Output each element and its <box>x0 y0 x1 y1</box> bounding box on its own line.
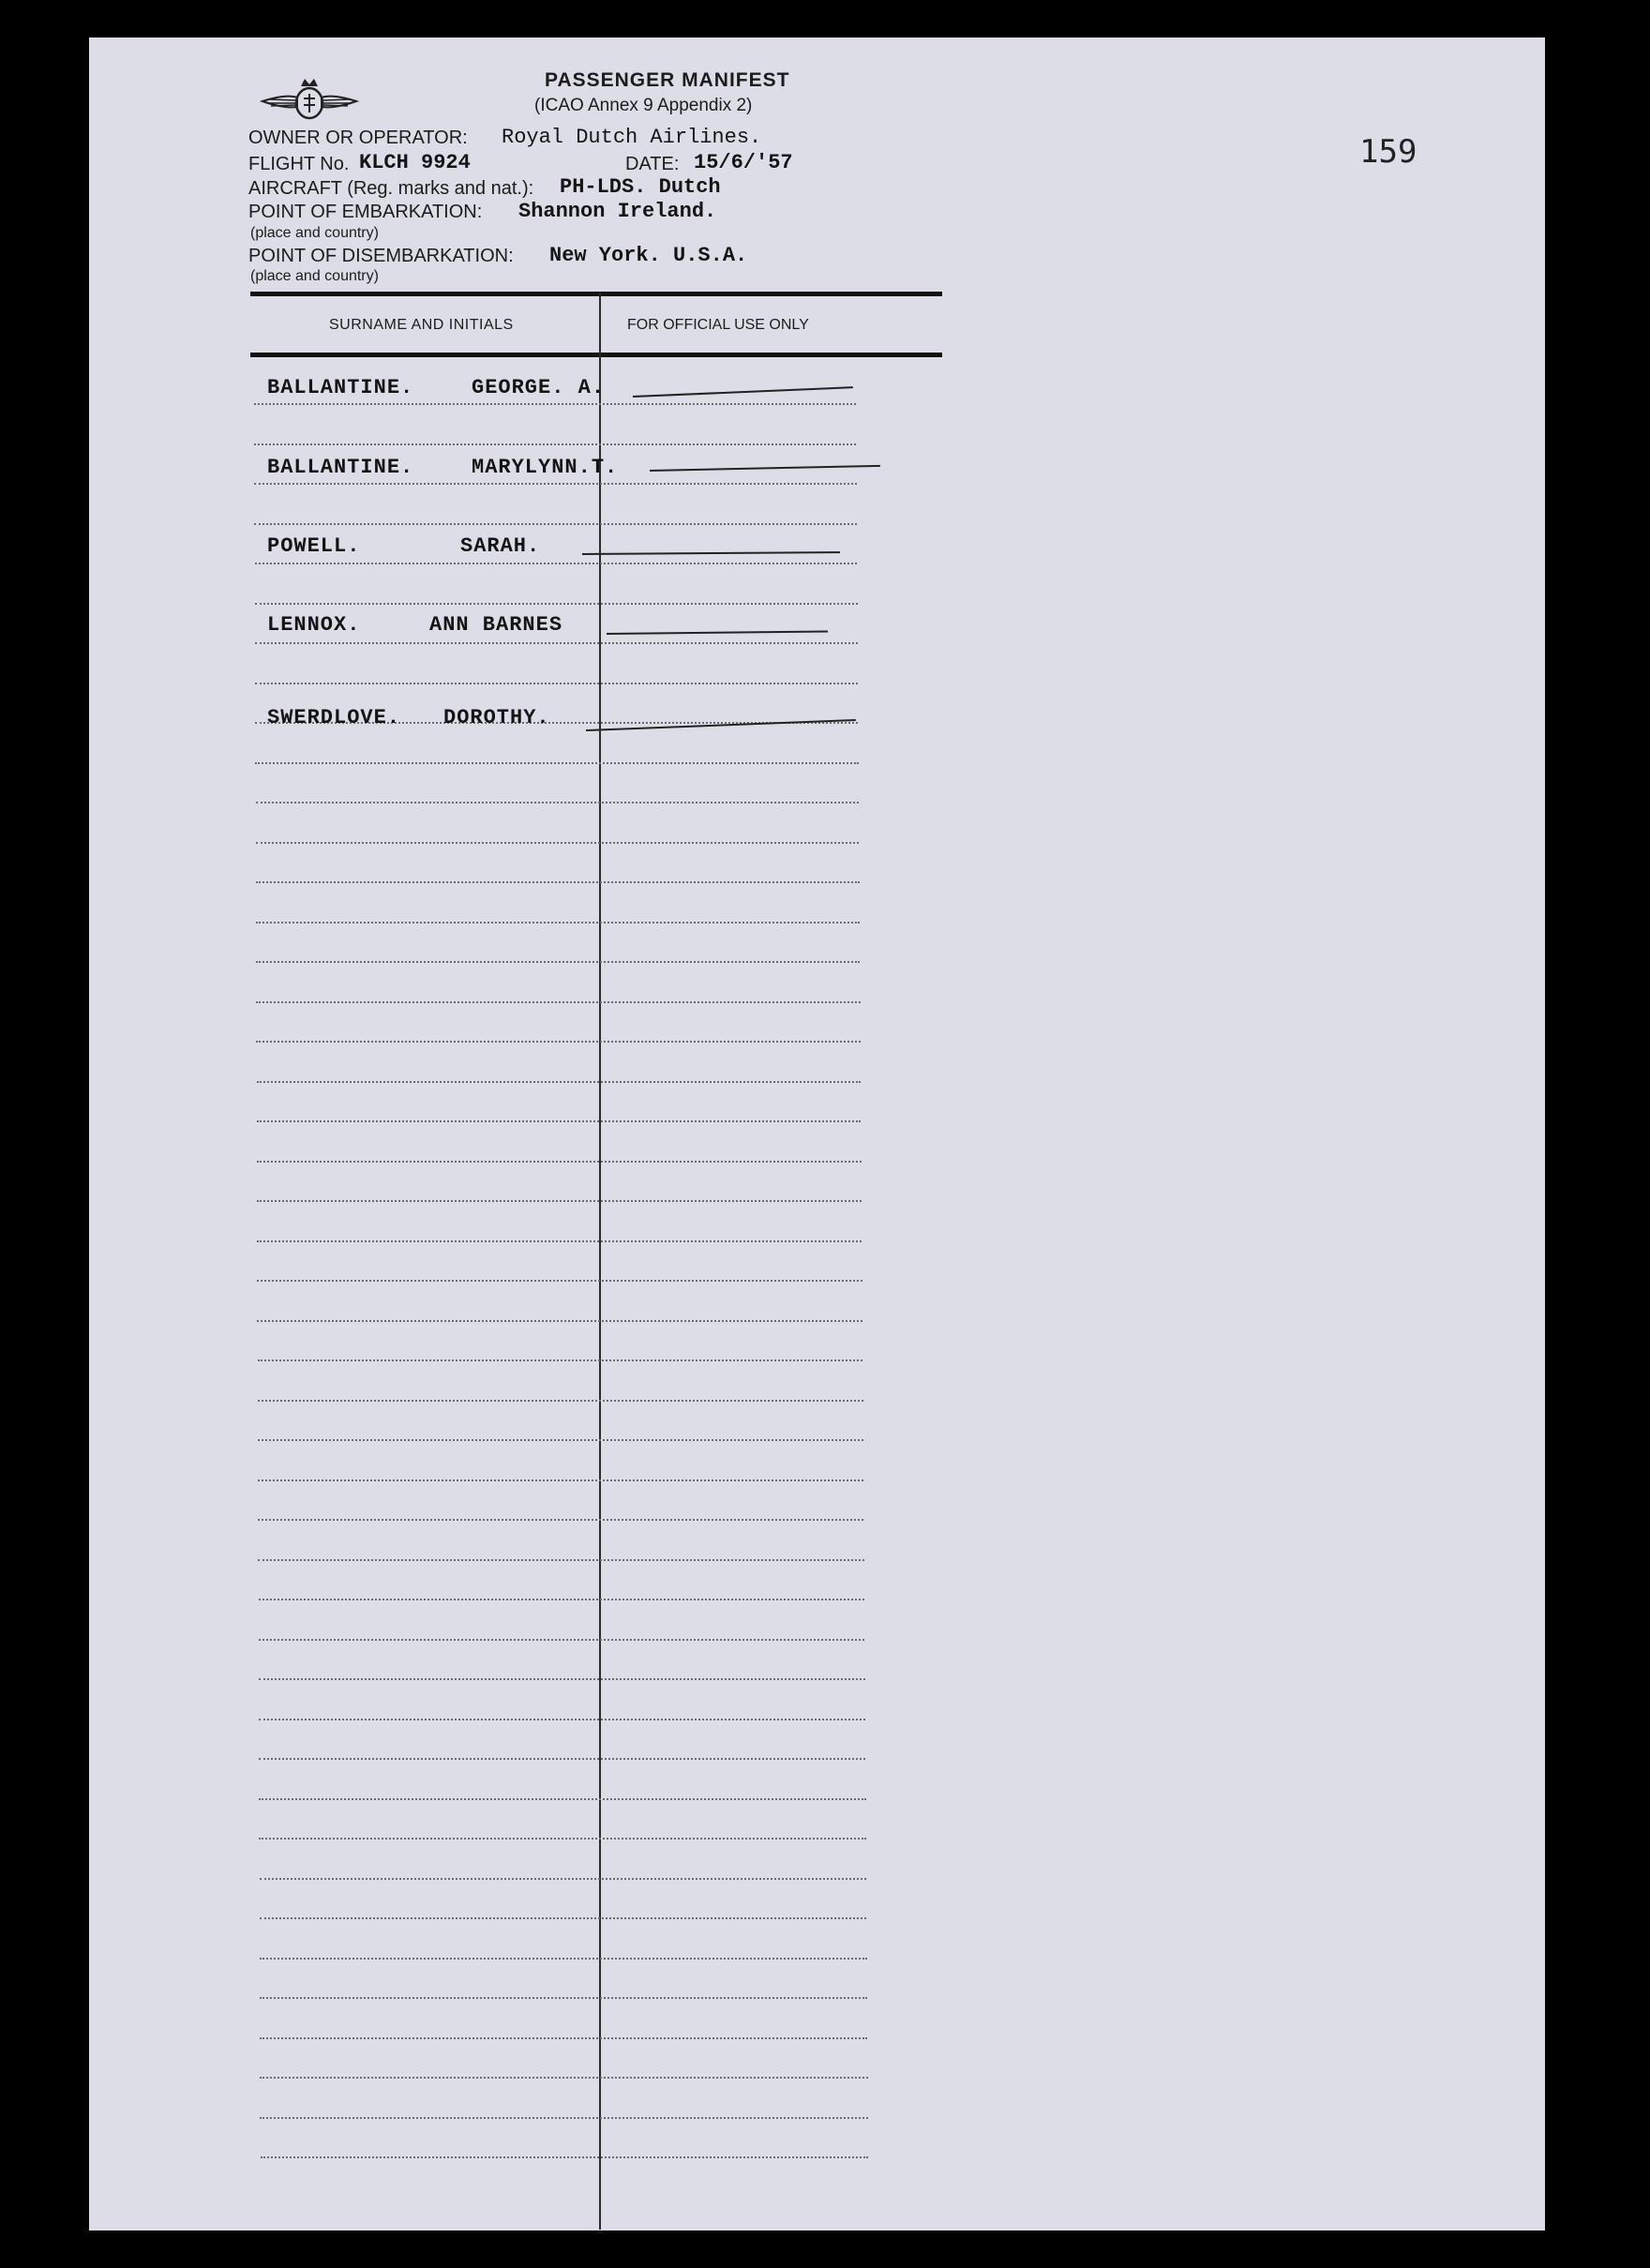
table-header-rule <box>250 353 942 357</box>
date-value: 15/6/'57 <box>694 151 793 174</box>
flight-label: FLIGHT No. <box>248 154 350 174</box>
ruled-line <box>260 2117 868 2119</box>
ruled-line <box>255 683 858 684</box>
table-top-rule <box>250 292 942 296</box>
document-subtitle: (ICAO Annex 9 Appendix 2) <box>534 96 753 115</box>
ruled-line <box>254 403 856 405</box>
passenger-4-given: ANN BARNES <box>429 613 563 637</box>
official-use-stroke-3 <box>582 551 840 555</box>
ruled-line <box>256 1041 861 1043</box>
passenger-2-surname: BALLANTINE. <box>267 456 414 479</box>
ruled-line <box>259 1838 866 1840</box>
passenger-3-surname: POWELL. <box>267 534 361 558</box>
official-use-stroke-1 <box>633 386 853 398</box>
passenger-5-given: DOROTHY. <box>443 706 550 729</box>
ruled-line <box>260 1958 867 1960</box>
column-divider <box>599 293 601 2230</box>
embarkation-value: Shannon Ireland. <box>518 200 717 223</box>
ruled-line <box>259 1599 864 1600</box>
ruled-line <box>255 642 858 644</box>
ruled-line <box>256 802 859 804</box>
official-use-stroke-2 <box>650 465 880 472</box>
ruled-line <box>261 2156 868 2158</box>
ruled-line <box>258 1359 862 1361</box>
ruled-line <box>260 2037 867 2039</box>
passenger-1-surname: BALLANTINE. <box>267 376 414 399</box>
passenger-2-given: MARYLYNN.T. <box>472 456 619 479</box>
embarkation-label: POINT OF EMBARKATION: <box>248 202 483 222</box>
official-use-stroke-4 <box>607 631 828 635</box>
ruled-line <box>256 842 859 844</box>
ruled-line <box>259 1798 866 1800</box>
ruled-line <box>260 1878 866 1880</box>
ruled-line <box>259 1719 865 1720</box>
ruled-line <box>259 1639 864 1641</box>
passenger-1-given: GEORGE. A. <box>472 376 606 399</box>
ruled-line <box>257 1240 862 1242</box>
ruled-line <box>260 2077 868 2079</box>
ruled-line <box>256 881 860 883</box>
aircraft-value: PH-LDS. Dutch <box>560 175 721 199</box>
ruled-line <box>260 1997 867 1999</box>
ruled-line <box>257 1200 862 1202</box>
passenger-4-surname: LENNOX. <box>267 613 361 637</box>
ruled-line <box>258 1519 863 1521</box>
aircraft-label: AIRCRAFT (Reg. marks and nat.): <box>248 178 534 199</box>
ruled-line <box>257 1320 862 1322</box>
ruled-line <box>260 1917 866 1919</box>
ruled-line <box>256 1001 861 1003</box>
column-header-surname: SURNAME AND INITIALS <box>329 317 514 333</box>
ruled-line <box>257 1120 861 1122</box>
ruled-line <box>257 1081 861 1083</box>
page-number: 159 <box>1359 133 1418 171</box>
official-use-stroke-5 <box>586 719 856 731</box>
ruled-line <box>254 443 856 445</box>
passenger-5-surname: SWERDLOVE. <box>267 706 401 729</box>
ruled-line <box>258 1479 863 1481</box>
airline-crest-logo <box>258 66 361 136</box>
ruled-line <box>258 1439 863 1441</box>
ruled-line <box>255 563 857 564</box>
ruled-line <box>255 762 859 764</box>
ruled-line <box>257 1161 862 1163</box>
owner-label: OWNER OR OPERATOR: <box>248 128 468 148</box>
ruled-line <box>259 1678 865 1680</box>
flight-value: KLCH 9924 <box>359 151 471 174</box>
embarkation-hint: (place and country) <box>250 225 379 241</box>
document-title: PASSENGER MANIFEST <box>545 69 790 91</box>
ruled-line <box>257 1280 862 1282</box>
column-header-official-use: FOR OFFICIAL USE ONLY <box>627 317 809 333</box>
ruled-line <box>254 523 857 525</box>
disembarkation-value: New York. U.S.A. <box>549 244 748 267</box>
ruled-line <box>258 1559 864 1561</box>
ruled-line <box>255 603 858 605</box>
ruled-line <box>259 1758 865 1760</box>
ruled-line <box>258 1400 863 1402</box>
disembarkation-hint: (place and country) <box>250 268 379 284</box>
ruled-line <box>256 961 860 963</box>
disembarkation-label: POINT OF DISEMBARKATION: <box>248 246 514 266</box>
ruled-line <box>256 922 860 924</box>
date-label: DATE: <box>625 154 680 174</box>
ruled-line <box>254 483 857 485</box>
owner-value: Royal Dutch Airlines. <box>502 126 762 149</box>
manifest-page <box>89 38 1545 2230</box>
passenger-3-given: SARAH. <box>460 534 541 558</box>
